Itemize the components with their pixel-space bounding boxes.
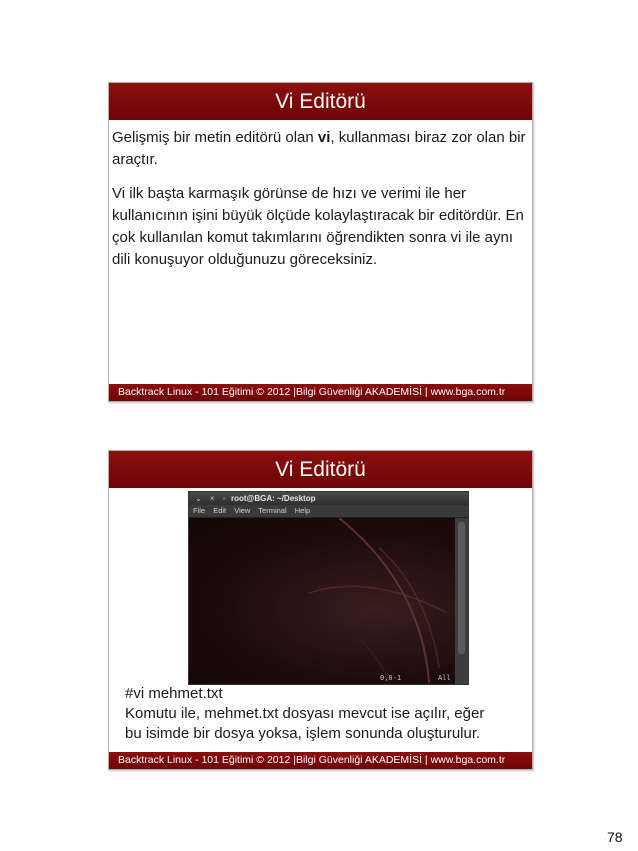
terminal-menubar: [189, 505, 468, 518]
menu-file: File: [193, 506, 206, 515]
description-line-1: Komutu ile, mehmet.txt dosyası mevcut ise açılır, eğer: [125, 705, 485, 722]
slide-1: [108, 82, 533, 402]
slide-footer: Backtrack Linux - 101 Eğitimi © 2012 |Bilgi Güvenliği AKADEMİSİ | www.bga.com.tr: [109, 752, 532, 769]
slide-2: [108, 450, 533, 770]
terminal-screen: [189, 518, 455, 684]
menu-terminal: Terminal: [258, 506, 287, 515]
page-number: 78: [607, 829, 623, 845]
paragraph-intro: Gelişmiş bir metin editörü olan vi, kullanması biraz zor olan bir araçtır.: [112, 129, 526, 168]
cursor-position: 0,0-1: [380, 674, 402, 682]
slide-body: [125, 684, 526, 744]
slide-title: Vi Editörü: [109, 83, 532, 120]
terminal-titlebar: [189, 492, 468, 505]
terminal-screenshot: [188, 491, 469, 685]
slide-footer: Backtrack Linux - 101 Eğitimi © 2012 |Bilgi Güvenliği AKADEMİSİ | www.bga.com.tr: [109, 384, 532, 401]
slide-title: Vi Editörü: [109, 451, 532, 488]
slide-body: [112, 127, 526, 283]
menu-help: Help: [294, 506, 311, 515]
vi-keyword: vi: [317, 129, 331, 146]
scrollbar-thumb: [458, 522, 465, 654]
scroll-indicator: All: [438, 674, 451, 682]
paragraph-detail: Vi ilk başta karmaşık görünse de hızı ve verimi ile her kullanıcının işini büyük ölçüde kolaylaştıracak bir editördür. En çok kullanılan komut takımlarını öğrendikten sonra vi ile aynı dili konuşuyor olduğunuzu göreceksiniz.: [112, 185, 524, 268]
menu-edit: Edit: [213, 506, 227, 515]
window-controls-icon: ⌄ × ◦: [195, 494, 229, 503]
terminal-window-title: root@BGA: ~/Desktop: [231, 494, 316, 503]
menu-view: View: [234, 506, 251, 515]
terminal-scrollbar: [455, 518, 468, 684]
dragon-wallpaper-icon: [189, 518, 455, 683]
command-text: #vi mehmet.txt: [125, 685, 223, 702]
description-line-2: bu isimde bir dosya yoksa, işlem sonunda oluşturulur.: [125, 725, 481, 742]
